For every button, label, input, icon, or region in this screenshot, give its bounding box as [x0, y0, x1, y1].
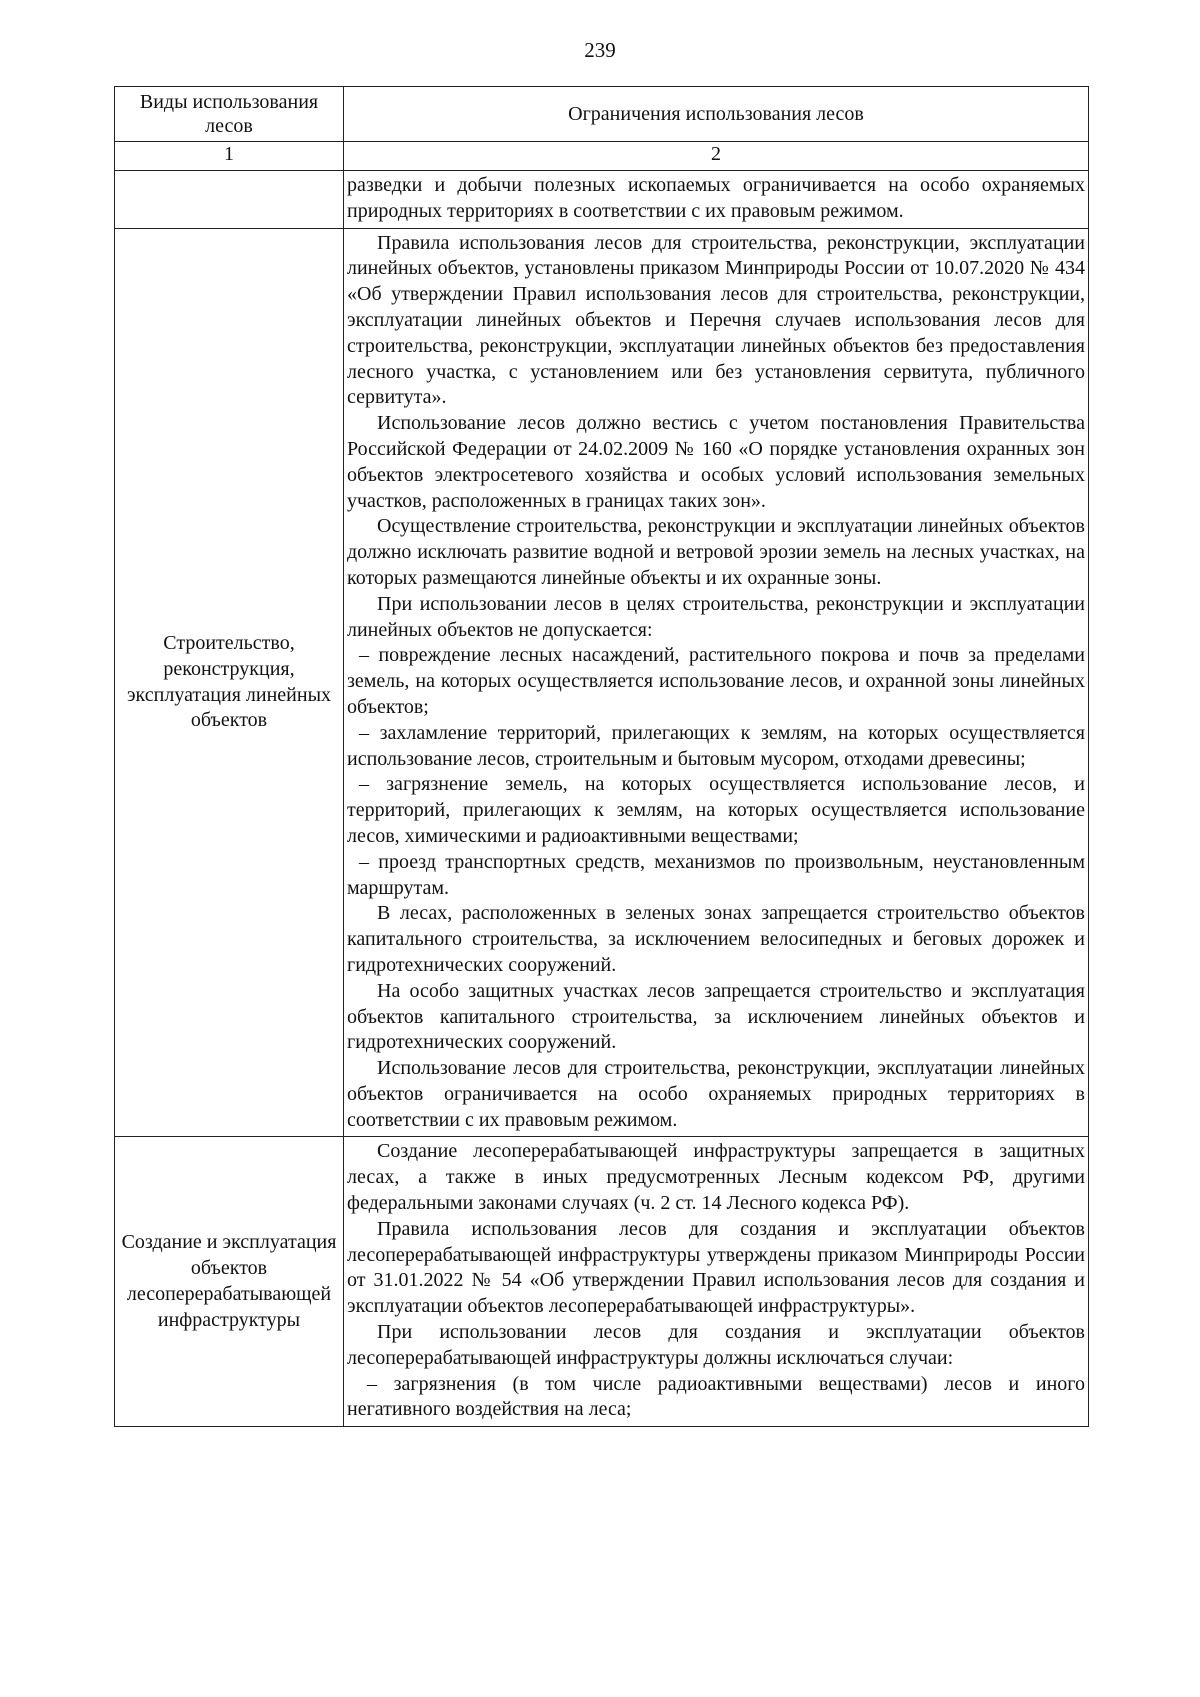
table-row: [115, 228, 1089, 1137]
list-item: – проезд транспортных средств, механизмов по произвольным, неустановленным маршрутам.: [347, 850, 1085, 899]
forest-use-table: [114, 86, 1089, 1427]
paragraph: разведки и добычи полезных ископаемых ограничивается на особо охраняемых природных территориях в соответствии с их правовым режимом.: [347, 174, 1085, 222]
paragraph: На особо защитных участках лесов запрещается строительство и эксплуатация объектов капитального строительства, за исключением линейных объектов и гидротехнических сооружений.: [347, 979, 1085, 1054]
paragraph: Правила использования лесов для создания и эксплуатации объектов лесоперерабатывающей инфраструктуры утверждены приказом Минприроды России от 31.01.2022 № 54 «Об утверждении Правил использования лесов для создания и эксплуатации объектов лесоперерабатывающей инфраструктуры».: [347, 1217, 1085, 1318]
list-item: – захламление территорий, прилегающих к землям, на которых осуществляется использование лесов, строительным и бытовым мусором, отходами древесины;: [347, 721, 1085, 770]
row-restrictions: [344, 228, 1089, 1137]
table-row: [115, 1137, 1089, 1427]
column-number-1: 1: [115, 142, 344, 171]
row-restrictions: [344, 171, 1089, 229]
page-number: 239: [584, 38, 616, 62]
header-col-restrictions: Ограничения использования лесов: [344, 87, 1089, 142]
row-use-type: Строительство, реконструкция, эксплуатация линейных объектов: [115, 228, 344, 1137]
paragraph: Создание лесоперерабатывающей инфраструктуры запрещается в защитных лесах, а также в иных предусмотренных Лесным кодексом РФ, другими федеральными законами случаях (ч. 2 ст. 14 Лесного кодекса РФ).: [347, 1140, 1085, 1215]
row-use-type: Создание и эксплуатация объектов лесоперерабатывающей инфраструктуры: [115, 1137, 344, 1427]
row-restrictions: [344, 1137, 1089, 1427]
paragraph: Использование лесов для строительства, реконструкции, эксплуатации линейных объектов ограничивается на особо охраняемых природных территориях в соответствии с их правовым режимом.: [347, 1057, 1085, 1131]
paragraph: При использовании лесов в целях строительства, реконструкции и эксплуатации линейных объектов не допускается:: [347, 592, 1085, 641]
row-use-type: [115, 171, 344, 229]
paragraph: При использовании лесов для создания и эксплуатации объектов лесоперерабатывающей инфраструктуры должны исключаться случаи:: [347, 1321, 1085, 1369]
table-header-row: [115, 87, 1089, 142]
header-col-types: Виды использования лесов: [115, 87, 344, 142]
table-column-numbers-row: [115, 142, 1089, 171]
paragraph: В лесах, расположенных в зеленых зонах запрещается строительство объектов капитального строительства, за исключением велосипедных и беговых дорожек и гидротехнических сооружений.: [347, 902, 1085, 976]
column-number-2: 2: [344, 142, 1089, 171]
list-item: – загрязнения (в том числе радиоактивными веществами) лесов и иного негативного воздействия на леса;: [347, 1372, 1085, 1421]
list-item: – повреждение лесных насаждений, растительного покрова и почв за пределами земель, на которых осуществляется использование лесов, и охранной зоны линейных объектов;: [347, 644, 1085, 718]
paragraph: Правила использования лесов для строительства, реконструкции, эксплуатации линейных объектов, установлены приказом Минприроды России от 10.07.2020 № 434 «Об утверждении Правил использования лесов для строительства, реконструкции, эксплуатации линейных объектов и Перечня случаев использования лесов для строительства, реконструкции, эксплуатации линейных объектов без предоставления лесного участка, с установлением или без установления сервитута, публичного сервитута».: [347, 231, 1085, 409]
paragraph: Осуществление строительства, реконструкции и эксплуатации линейных объектов должно исключать развитие водной и ветровой эрозии земель на лесных участках, на которых размещаются линейные объекты и их охранные зоны.: [347, 515, 1085, 589]
list-item: – загрязнение земель, на которых осуществляется использование лесов, и территорий, прилегающих к землям, на которых осуществляется использование лесов, химическими и радиоактивными веществами;: [347, 773, 1085, 847]
paragraph: Использование лесов должно вестись с учетом постановления Правительства Российской Федерации от 24.02.2009 № 160 «О порядке установления охранных зон объектов электросетевого хозяйства и особых условий использования земельных участков, расположенных в границах таких зон».: [347, 412, 1085, 512]
table-row: [115, 171, 1089, 229]
